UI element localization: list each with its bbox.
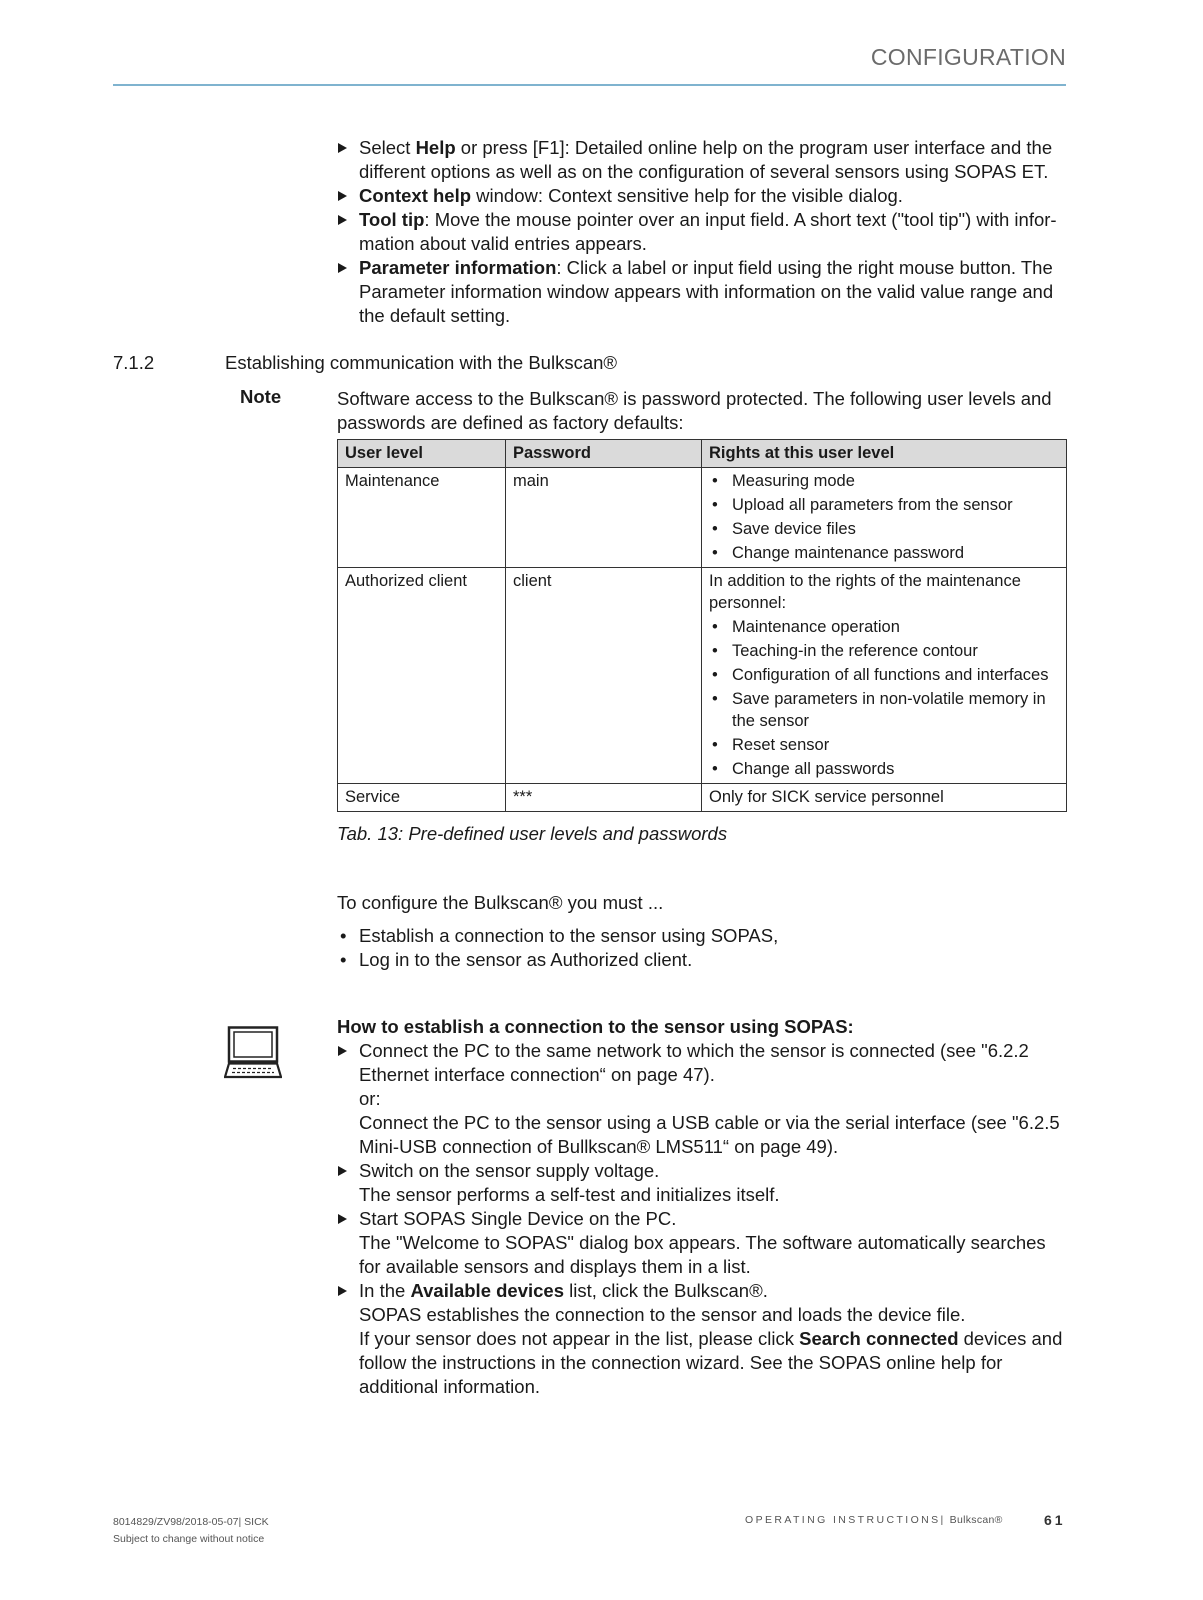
right-item: • Measuring mode — [709, 470, 1059, 492]
help-options-block — [337, 136, 1067, 328]
note-text: Software access to the Bulkscan® is password protected. The following user levels and passwords are defined as factory defaults: — [337, 388, 1052, 433]
header-password: Password — [506, 440, 702, 468]
configure-intro: To configure the Bulkscan® you must ... — [337, 892, 664, 913]
cell-rights — [702, 568, 1067, 784]
right-item: • Change all passwords — [709, 758, 1059, 780]
right-item: • Save device files — [709, 518, 1059, 540]
right-item: • Upload all parameters from the sensor — [709, 494, 1059, 516]
cell-level: Service — [338, 784, 506, 812]
table-row — [338, 568, 1067, 784]
help-bullet: Select Help or press [F1]: Detailed online help on the program user interface and the different options as well as on the configuration of several sensors using SOPAS ET. — [337, 136, 1067, 184]
header-divider — [113, 84, 1066, 86]
right-item: • Maintenance operation — [709, 616, 1059, 638]
right-item: • Reset sensor — [709, 734, 1059, 756]
table-header-row — [338, 440, 1067, 468]
parameter-info-bullet: Parameter information: Click a label or input field using the right mouse button. The Parameter information window appears with information on the valid value range and the default setting. — [337, 256, 1067, 328]
context-help-bullet: Context help window: Context sensitive help for the visible dialog. — [337, 184, 1067, 208]
footer-doc-id: 8014829/ZV98/2018-05-07| SICK — [113, 1516, 269, 1528]
procedure-step: Connect the PC to the same network to which the sensor is connected (see "6.2.2 Ethernet interface connection“ on page 47). or: Connect the PC to the sensor using a USB cable or via the serial interface (see "6.2.5 Mini-USB connection of Bullkscan® LMS511“ on page 49). — [337, 1039, 1067, 1159]
footer-right — [745, 1514, 1003, 1526]
cell-password: main — [506, 468, 702, 568]
cell-rights — [702, 468, 1067, 568]
page-number: 61 — [1044, 1512, 1066, 1528]
cell-rights: Only for SICK service personnel — [702, 784, 1067, 812]
right-item: • Configuration of all functions and interfaces — [709, 664, 1059, 686]
cell-password: *** — [506, 784, 702, 812]
cell-password: client — [506, 568, 702, 784]
laptop-icon — [224, 1026, 282, 1080]
table-row — [338, 784, 1067, 812]
footer-notice: Subject to change without notice — [113, 1533, 265, 1545]
procedure-step: Start SOPAS Single Device on the PC. The "Welcome to SOPAS" dialog box appears. The software automatically searches for available sensors and displays them in a list. — [337, 1207, 1067, 1279]
footer-left — [113, 1514, 269, 1548]
howto-title: How to establish a connection to the sensor using SOPAS: — [337, 1016, 854, 1037]
table-row — [338, 468, 1067, 568]
list-item: • Establish a connection to the sensor using SOPAS, — [337, 924, 1067, 948]
rights-intro: In addition to the rights of the maintenance personnel: — [709, 572, 1021, 612]
footer-product: Bulkscan® — [949, 1514, 1003, 1526]
header-rights: Rights at this user level — [702, 440, 1067, 468]
procedure-step: In the Available devices list, click the Bulkscan®. SOPAS establishes the connection to the sensor and loads the device file. If your sensor does not appear in the list, please click Search connected devices and follow the instructions in the connection wizard. See the SOPAS online help for additional information. — [337, 1279, 1067, 1399]
section-title: Establishing communication with the Bulkscan® — [225, 352, 618, 373]
right-item: • Change maintenance password — [709, 542, 1059, 564]
procedure-step: Switch on the sensor supply voltage. The sensor performs a self-test and initializes itself. — [337, 1159, 1067, 1207]
user-levels-table — [337, 439, 1067, 812]
header-user-level: User level — [338, 440, 506, 468]
footer-doc-type: OPERATING INSTRUCTIONS| — [745, 1514, 946, 1526]
right-item: • Save parameters in non-volatile memory in the sensor — [709, 688, 1059, 732]
cell-level: Maintenance — [338, 468, 506, 568]
right-item: • Teaching-in the reference contour — [709, 640, 1059, 662]
section-number: 7.1.2 — [113, 352, 155, 373]
list-item: • Log in to the sensor as Authorized client. — [337, 948, 1067, 972]
howto-block — [337, 1015, 1067, 1399]
tool-tip-bullet: Tool tip: Move the mouse pointer over an input field. A short text ("tool tip") with infor-mation about valid entries appears. — [337, 208, 1067, 256]
note-label: Note — [240, 386, 282, 407]
running-header: CONFIGURATION — [870, 44, 1066, 70]
configure-block — [337, 891, 1067, 972]
cell-level: Authorized client — [338, 568, 506, 784]
table-caption: Tab. 13: Pre-defined user levels and passwords — [337, 823, 728, 844]
